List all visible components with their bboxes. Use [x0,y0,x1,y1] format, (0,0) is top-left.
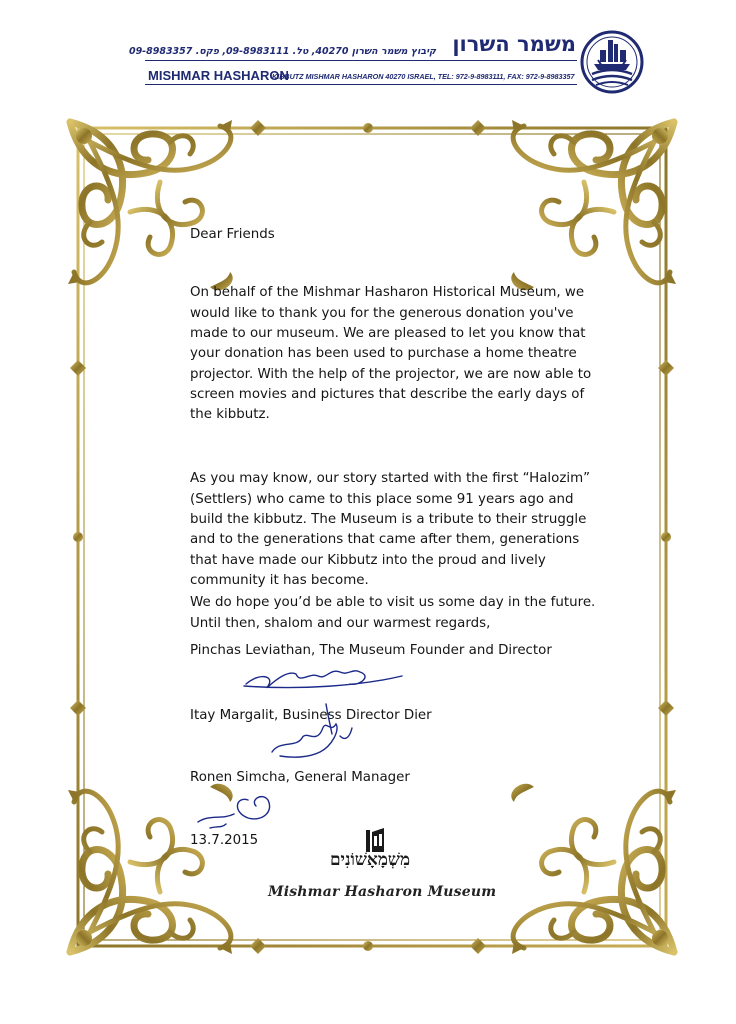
signatory-general-manager: Ronen Simcha, General Manager [190,770,410,785]
letter-date: 13.7.2015 [190,833,259,848]
museum-english-name: Mishmar Hasharon Museum [268,884,497,900]
letter-paragraph: As you may know, our story started with the first “Halozim” (Settlers) who came to this place some 91 years ago and build the kibbutz. The Museum is a tribute to their struggle and to the generations that came after them, generations that have made our Kibbutz into the proud and lively community it has become. [190,471,591,588]
signatory-business-director: Itay Margalit, Business Director Dier [190,708,432,723]
letterhead-english-name: MISHMAR HASHARON [148,68,289,83]
letterhead-hebrew-address: קיבוץ משמר השרון 40270, טל. 09-8983111, פקס. 09-8983357 [128,46,436,57]
letterhead-hebrew-name: משמר השרון [452,32,576,56]
signatory-founder: Pinchas Leviathan, The Museum Founder and Director [190,643,552,658]
museum-hebrew-name: מִשְׁמָאָשׁוֹנִים [329,850,411,870]
letter-paragraph: On behalf of the Mishmar Hasharon Historical Museum, we would like to thank you for the generous donation you've made to our museum. We are pleased to let you know that your donation has been used to purchase a home theatre projector. With the help of the projector, we are now able to screen movies and pictures that describe the early days of the kibbutz. [190,285,592,423]
letter-paragraph: We do hope you’d be able to visit us some day in the future. Until then, shalom and our warmest regards, [190,595,596,631]
letterhead-english-address: KIBBUTZ MISHMAR HASHARON 40270 ISRAEL, TEL: 972-9-8983111, FAX: 972-9-8983357 [272,72,575,81]
letter-greeting: Dear Friends [190,227,275,242]
